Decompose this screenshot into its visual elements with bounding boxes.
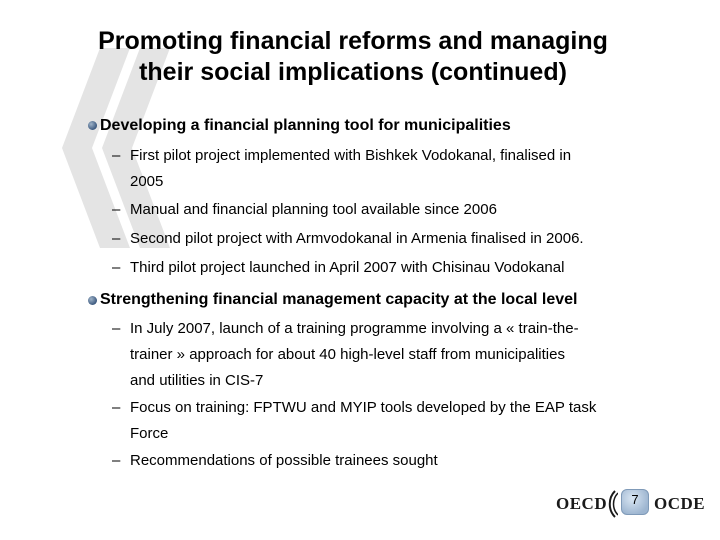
list-item: [112, 255, 672, 281]
list-item-text: Second pilot project with Armvodokanal in Armenia finalised in 2006.: [130, 230, 584, 247]
dash-marker: –: [112, 399, 121, 416]
dash-marker: –: [112, 201, 121, 218]
section-heading-2: Strengthening financial management capacity at the local level: [100, 291, 578, 308]
list-item-text: Recommendations of possible trainees sought: [130, 452, 438, 469]
list-item-text: Focus on training: FPTWU and MYIP tools developed by the EAP task: [130, 399, 597, 416]
oecd-logo-text: OECD: [556, 494, 608, 513]
dash-marker: –: [112, 230, 121, 247]
title-line-1: Promoting financial reforms and managing: [98, 27, 608, 55]
ocde-logo-text: OCDE: [654, 494, 706, 513]
oecd-emblem-icon: [606, 490, 618, 518]
list-item: [112, 448, 672, 474]
list-item: [112, 395, 672, 447]
page-number-badge: [621, 489, 649, 515]
list-item: [112, 316, 672, 394]
list-item-text: In July 2007, launch of a training programme involving a « train-the-: [130, 320, 579, 337]
slide-title: [0, 26, 706, 88]
title-line-2: their social implications (continued): [139, 58, 567, 86]
dash-marker: –: [112, 147, 121, 164]
list-item: [112, 143, 672, 195]
dash-marker: –: [112, 452, 121, 469]
list-item: [112, 226, 672, 252]
section-heading-1: Developing a financial planning tool for municipalities: [100, 117, 511, 134]
dash-marker: –: [112, 320, 121, 337]
list-item-text: First pilot project implemented with Bishkek Vodokanal, finalised in: [130, 147, 572, 164]
list-item-text: Force: [130, 425, 169, 442]
bullet-icon: [88, 121, 97, 130]
list-item-text: Manual and financial planning tool available since 2006: [130, 201, 497, 218]
list-item-text: 2005: [130, 173, 164, 190]
page-number: 7: [631, 492, 639, 507]
list-item-text: and utilities in CIS-7: [130, 372, 264, 389]
dash-marker: –: [112, 259, 121, 276]
list-item-text: Third pilot project launched in April 2007 with Chisinau Vodokanal: [130, 259, 565, 276]
list-item: [112, 197, 672, 223]
bullet-icon: [88, 296, 97, 305]
list-item-text: trainer » approach for about 40 high-level staff from municipalities: [130, 346, 565, 363]
